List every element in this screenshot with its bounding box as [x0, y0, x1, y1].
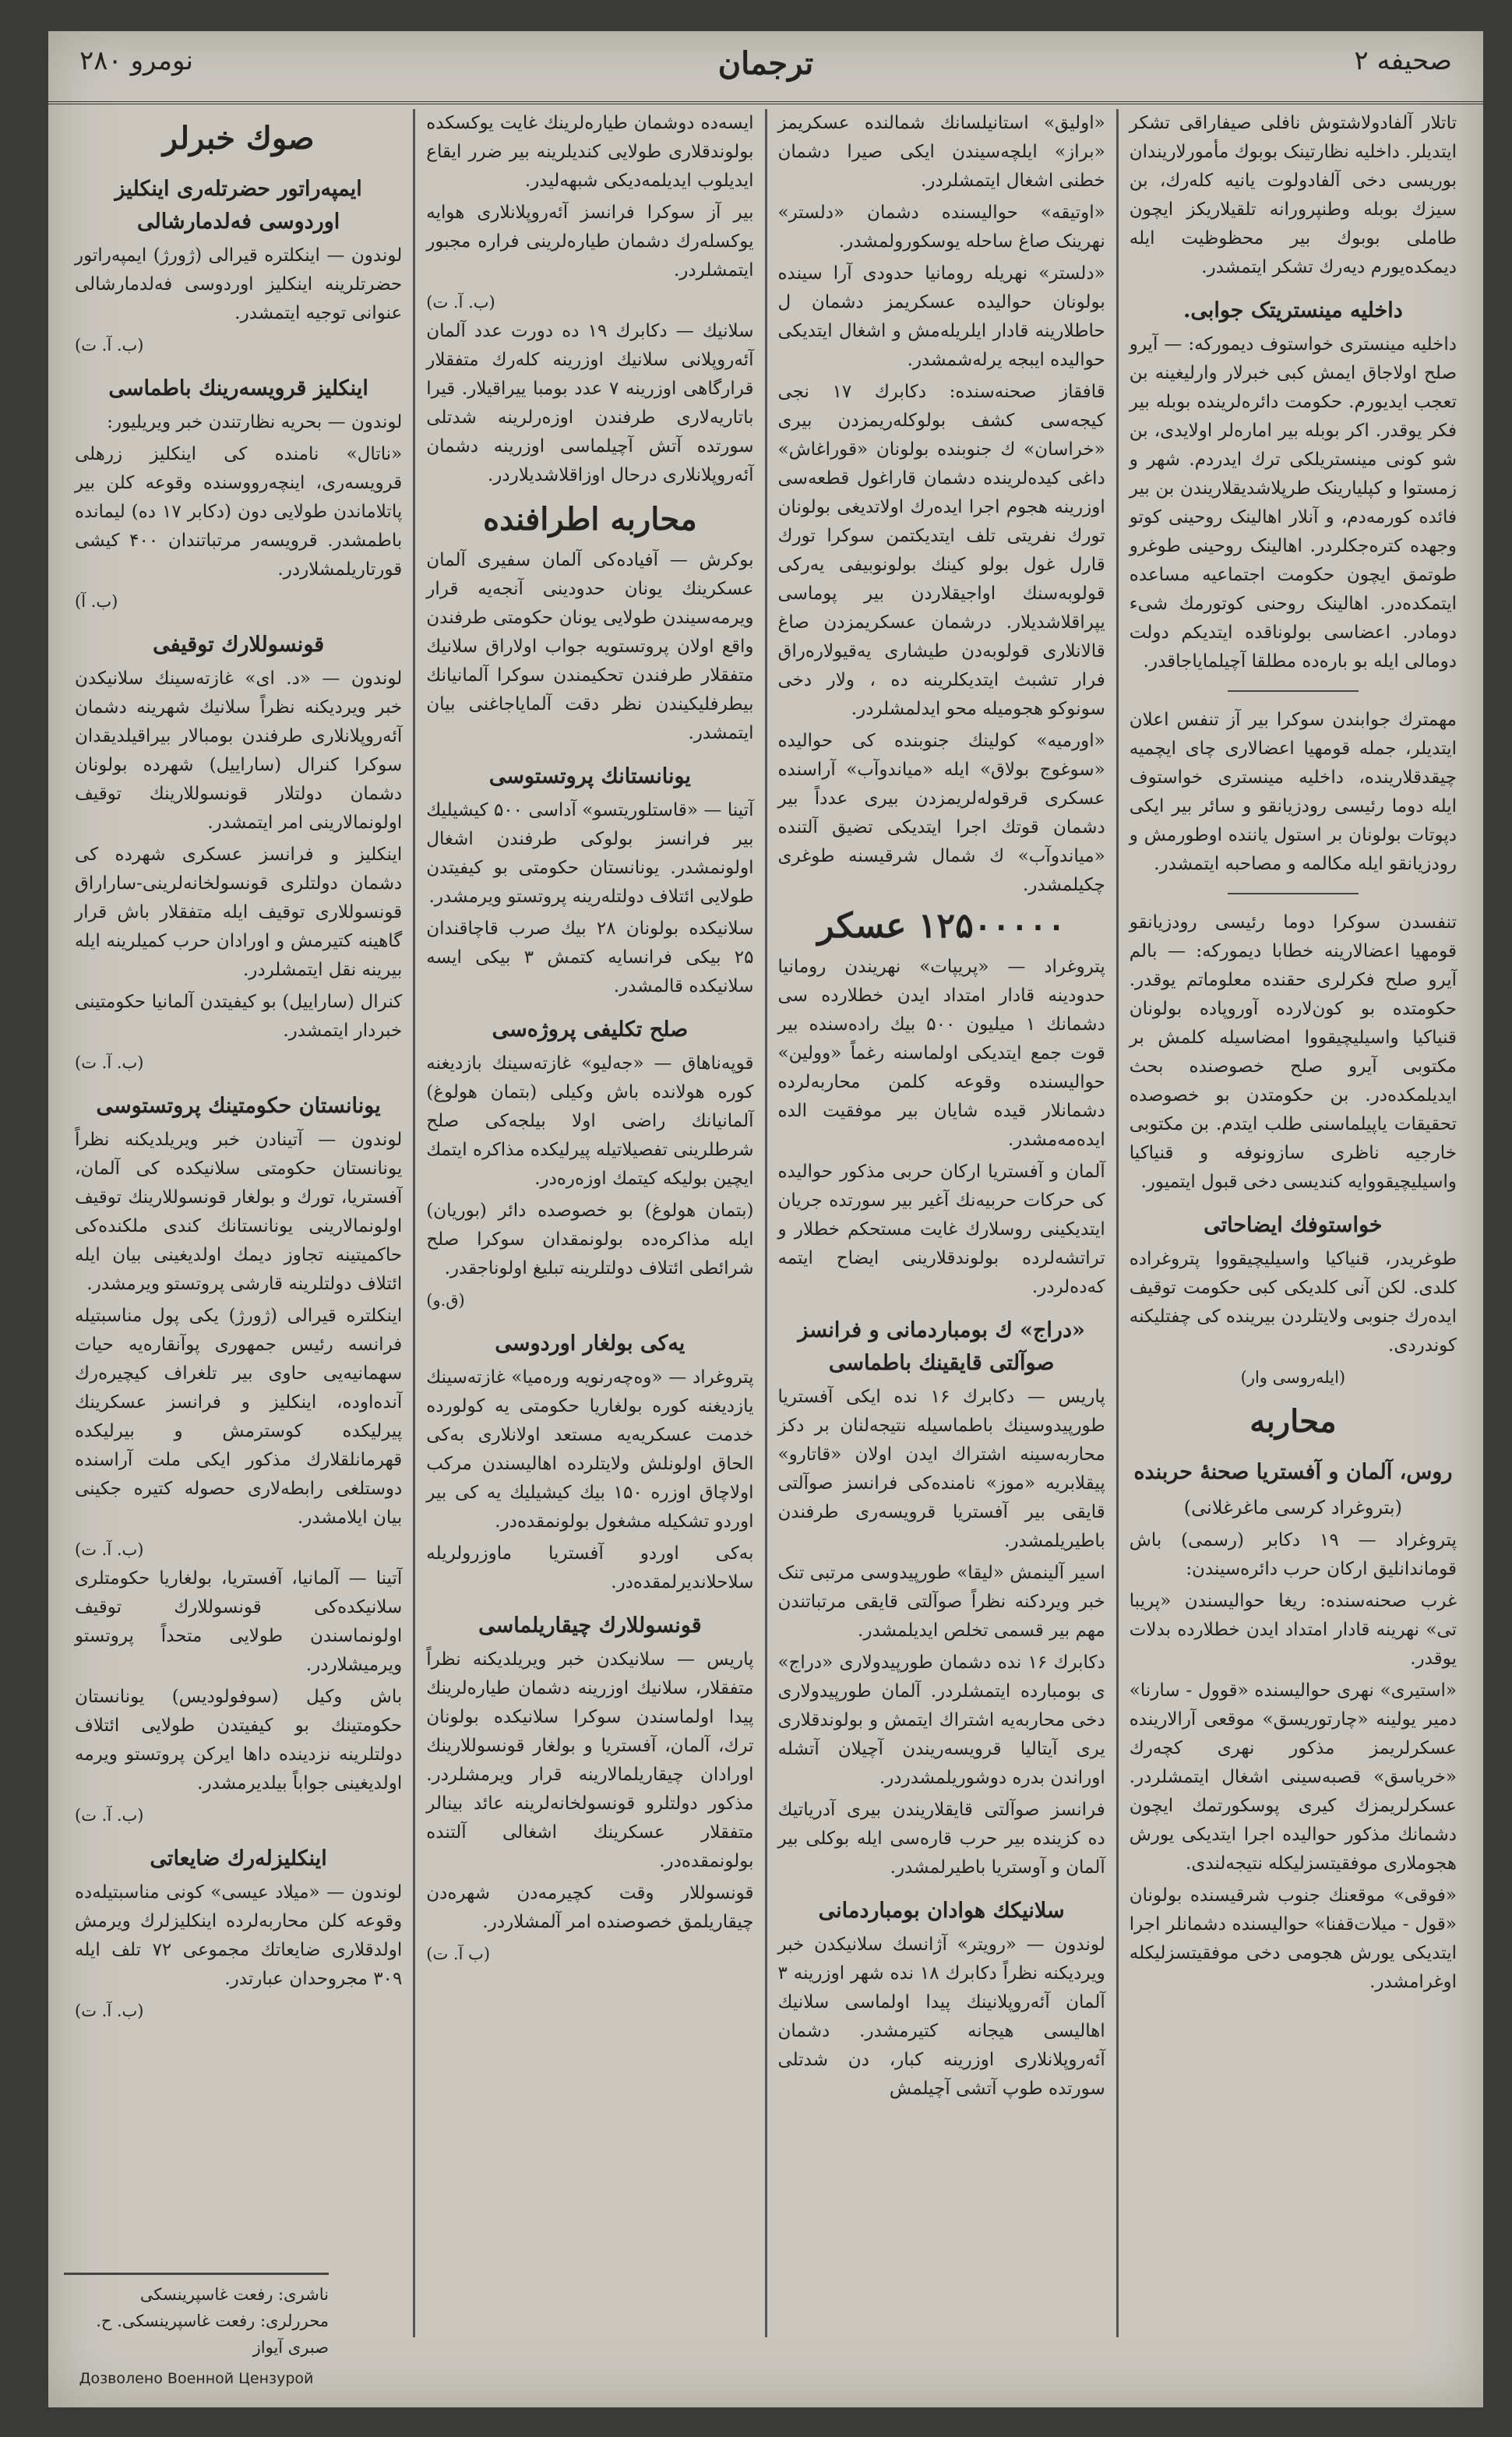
article-text: بیر آز سوکرا فرانسز آئەروپلانلاری هوایه یوکسلەرك دشمان طیاره‌لرینی فراره مجبور ایتمشلردر. — [426, 203, 754, 280]
article-text: لوندون — «میلاد عیسی» کونی مناسبتیله‌ده وقوعه کلن محاربه‌لرده اینکلیزلرك ویرمش اولدقلاری ضایعاتك مجموعی ۷۲ تلف ایله ۳۰۹ مجروحدان عبارتدر. — [75, 1882, 403, 1989]
newspaper-page — [48, 31, 1483, 2407]
column-4 — [64, 109, 413, 2337]
article-text: تاتلار آلفادولاشتوش نافلی صیفاراقی تشکر ایتدیلر. داخلیه نظارتینک بوبوك مأمورلاریندان بوریسی دخی آلفادولوت یانیه کله‌رك، بن سیزك بوبله وطنپرورانه تلقیلاریکز ایچون طاملی بوبوك بیر محظوظیت ایله دیمکده‌یورم دیه‌رك تشکر ایتمشدر. — [1129, 113, 1457, 277]
section-heading: «دراج» ك بومباردمانی و فرانسز صوآلتی قایقینك باطماسی — [798, 1318, 1085, 1375]
article-text: کنرال (ساراییل) بو کیفیتدن آلمانیا حکومتینی خبردار ایتمشدر. — [75, 992, 403, 1041]
section-title: محاربه اطرافنده — [483, 501, 697, 538]
section-title-latest-news: صوك خبرلر — [162, 120, 315, 157]
section-heading: اینکلیزلەرك ضایعاتی — [150, 1846, 327, 1871]
article-text: بوکرش — آفیاده‌کی آلمان سفیری آلمان عسکرینك یونان حدودینی آنجه‌یه قرار ویرمه‌سیندن طولایی یونان حکومتی طرفندن واقع اولان پروتستویه جواب اولاراق سلانیك متفقلار طرفندن تحکیمندن سوکرا آلمانیانك بیطرفلیکیندن نظر دقت آلمایاجاغنی بیان ایتمشدر. — [426, 550, 754, 743]
article-text: باش وکیل (سوفولودیس) یونانستان حکومتینك بو کیفیتدن طولایی ائتلاف دولتلرینه نزدینده داها ایرکن پروتستو ویرمه اولدیغینی جواباً بیلدیرمشدر. — [75, 1687, 403, 1793]
source-note: (ب. آ. ت) — [75, 336, 144, 354]
article-text: قافقاز صحنه‌سنده: دکابرك ۱۷ نجی کیجه‌سی کشف بولوکلەریمزدن بیری «خراسان» ك جنوبنده بولونان «قوراغاش» داغی کیده‌لرینده دشمان قاراغول قطعه‌سی اوزرینه هجوم اجرا ایدەرك اولاتدیغی بولونان تورك نفریتی تلف ایتدیکتمن سوکرا تورك قارل غول بولو کینك بولونوبیفی یەرکی قولوبەسنك اواجیقلاردن بیر پوماسی یپراقلاشدیلار. درشمان عسکریمزدن صاغ قالانلاری قولوبه‌دن طیشاری یه‌قیولارەراق فرار تشبث ایتدیکلرینه ده ، ولار دخی سونوکو هجومیله محو ایدلمشلردر. — [777, 382, 1105, 719]
section-heading: روس، آلمان و آفستریا صحنهٔ حربنده — [1133, 1460, 1453, 1484]
article-text: داخلیه مینستری خواستوف دیمورکه: — آیرو صلح اولاجاق ایمش کبی خبرلار وارلیغینه بن تعجب ایدیورم. حکومت دائرەلرینده بوبله بیر فکر یوقدر. اکر بوبله بیر امارەلر اولایدی، بن شو کونی مینستریلکی ترك ایدردم. شهر و زمستوا و کپلیارینک طرپلاشدیقلاریندن بن بیر فائده کورمه‌دم، و آنلار اهالینک روحینی کوتو وجهده کترەجکلردر. اهالینک روحینی طوغرو طوتمق ایچون حکومت اجتماعیه مساعده ایتمکده‌در. اهالینک روحنی کوتورمك شیء دومادر. اعضاسی بولوناقده ایتدیکم دولت دومالی ایله بو باره‌ده مطلقا آچیلمایاجاقدر. — [1129, 334, 1457, 672]
article-text: غرب صحنه‌سنده: ریغا حوالیسندن «پریبا تی» نهرینه قادار امتداد ایدن خطلاردە بدلات یوقدر. — [1129, 1591, 1457, 1669]
section-heading: اینکلیز قرویسه‌رینك باطماسی — [108, 376, 368, 400]
article-text: (بتمان هولوغ) بو خصوصده دائر (بوریان) ایله مذاکره‌ده بولونمقدان سوکرا صلح شرائطی ائتلاف دولتلرینه تبلیغ اولوناجقدر. — [426, 1201, 754, 1278]
headline-soldiers: ۱۲۵۰۰۰۰۰ عسکر — [817, 906, 1066, 946]
source-note: (ب آ. ت) — [426, 1945, 491, 1963]
article-text: «فوقی» موقعنك جنوب شرقیسنده بولونان «قول - میلات‌قفنا» حوالیسنده دشمانلر اجرا ایتدیکی یورش هجومی دخی موفقیتسزلیکله اوغرامشدر. — [1129, 1885, 1457, 1992]
section-heading: یونانستان حکومتینك پروتستوسی — [96, 1094, 381, 1118]
imprint — [64, 2273, 329, 2392]
article-text: لوندون — بحریه نظارتندن خبر ویریلیور: — [107, 412, 403, 432]
article-text: «اورمیه» کولینك جنوبنده کی حوالیده «سوغوج بولاق» ایله «میاندوآب» آراسندە عسکری قرقولەلریمزدن بیری عدداً بیر دشمان قوتك اجرا ایتدیکی تضیق آلتنده «میاندوآب» ك شمال شرقیسنه طوغری چکیلمشدر. — [777, 731, 1105, 895]
article-text: مهمترك جوابندن سوکرا بیر آز تنفس اعلان ایتدیلر، جمله قومهیا اعضالاری چای ایچمیه چیقدقلارینده، داخلیه مینستری خواستوف ایله دوما رئیسی رودزیانقو و سائر بیر ایکی دپوتات بولونان بر استول یاننده اوطورمش و رودزیانقو ایله مکالمه و مصاحبه ایتمشدر. — [1129, 710, 1457, 874]
article-text: «استیری» نهری حوالیسنده «قوول - سارنا» دمیر یولینه «چارتوریسق» موقعی آرالارینده عسکرلریمز مذکور نهری کچەرك «خریاسق» قصبه‌سینی اشغال ایتمشلردر. عسکرلریمزك کیری پوسکورتمك ایچون دشمانك مذکور حوالیده اجرا ایتدیکی یورش هجوملاری موفقیتسزلیکله نتیجه‌لندی. — [1129, 1681, 1457, 1874]
column-1 — [1116, 109, 1468, 2337]
article-text: پاریس — دکابرك ۱۶ نده ایکی آفستریا طورپیدوسینك باطماسیله نتیجه‌لنان بر دکز محاربه‌سینه اشتراك ایدن اولان «قاتارو» پیقلابریه «موز» نامنده‌کی فرانسز صوآلتی قایقی بیر آفستریا قرویسەری طرفندن باطیریلمشدر. — [777, 1387, 1105, 1551]
section-heading: یونانستانك پروتستوسی — [488, 764, 691, 788]
source-note: (ب. آ. ت) — [75, 1540, 144, 1559]
article-text: لوندون — «د. ای» غازته‌سینك سلانیکدن خبر ویردیکنه نظراً سلانیك شهرینه دشمان آئەروپلانلاری طرفندن بومبالار بیراقیلدیقدان سوکرا کنرال (ساراییل) شهرده بولونان دشمان دولتلار قونسوللارینك توقیف اولونمالارینی امر ایتمشدر. — [75, 668, 403, 833]
article-text: ایسه‌ده دوشمان طیاره‌لرینك غایت یوکسکده بولوندقلاری طولایی کندیلرینه بیر ضرر ایقاع ایدیلوب ایدیلمەدیکی شبهه‌لیدر. — [426, 113, 754, 191]
section-heading: داخلیه مینستریتک جوابی. — [1182, 298, 1403, 323]
article-text: طوغریدر، قنیاکیا واسیلیچیقووا پتروغراده کلدی. لکن آنی کلدیکی کبی حکومت توقیف ایدەرك جنوبی ولایتلردن بیرینده کی چفتلیکنه کوندردی. — [1129, 1249, 1457, 1356]
article-text: «دلستر» نهریله رومانیا حدودی آرا سینده بولونان حوالیده عسکریمز دشمان ل حاطلارینه قادار ایلریله‌مش و اشغال ایتدیکی حوالیده ایبجه یرله‌شمشدر. — [777, 263, 1105, 370]
article-text: پتروغراد — ۱۹ دکابر (رسمی) باش قوماندانلیق ارکان حرب دائرەسیندن: — [1129, 1530, 1457, 1579]
section-heading: یەکی بولغار اوردوسی — [495, 1331, 686, 1356]
article-text: اینکلتره قیرالی (ژورژ) یکی پول مناسبتیله فرانسه رئیس جمهوری پوآنقارەیه حیات سهمانیه‌یی حاوی بیر تلغراف کیچیرەرك آنده‌اوده، اینکلیز و فرانسز عسکرینك پیرلیکده کوسترمش و بیرلیکده قهرمانلقلارك مذکور ایکی ملت آراسنده دوستلغی رابطه‌لاری حصوله کتیره جکینی بیان ایلامشدر. — [75, 1306, 403, 1528]
article-text: قوپه‌ناهاق — «جەلیو» غازته‌سینك بازدیغنه کوره هولانده باش وکیلی (بتمان هولوغ) آلمانیانك راضی اولا بیلجه‌کی صلح شرطلرینی تفصیلاتیله پیرلیکده مذاکره ایتمك ایچین بولیکه کیتمك اوزەره‌در. — [426, 1053, 754, 1189]
article-text: سلانیکده بولونان ۲۸ بیك صرب قاچاقندان ۲۵ بیکی فرانسایه کتمش ۳ بیکی ایسه سلانیکده قالمشدر. — [426, 919, 754, 996]
section-heading: ایمپەراتور حضرتلەری اینکلیز اوردوسی فەلدمارشالی — [115, 177, 362, 234]
columns — [64, 109, 1468, 2337]
article-text: اینکلیز و فرانسز عسکری شهرده کی دشمان دولتلری قونسولخانه‌لرینی-ساراراق قونسوللاری توقیف ایله متفقلار باش قرار گاهینه کتیرمش و اورادان حرب کمیلرینه ایله بیرینه نقل ایتمشلردر. — [75, 845, 403, 980]
article-text: لوندون — آتینادن خبر ویریلدیکنه نظراً یونانستان حکومتی سلانیکده کی آلمان، آفستریا، تورك و بولغار قونسوللارینك توقیف اولونمالارینی یونانستانك کندی ملکنده‌کی حاکمیتینه تجاوز دیمك اولدیغینی بیان ایله ائتلاف دولتلرینه قارشی پروتستو ویرمشدر. — [75, 1130, 403, 1294]
section-heading: خواستوفك ایضاحاتی — [1204, 1213, 1383, 1237]
masthead — [48, 31, 1483, 104]
continued-note: (ایلەروسی وار) — [1240, 1368, 1346, 1387]
article-text: فرانسز صوآلتی قایقلاریندن بیری آدریاتیك ده کزینده بیر حرب قارەسی ایله بوکلی بیر آلمان و آوستریا باطیرلمشدر. — [777, 1800, 1105, 1878]
column-2 — [765, 109, 1116, 2337]
article-text: بە‌کی اوردو آفستریا ماوزرولریله سلاحلاندیرلمقده‌در. — [426, 1543, 754, 1592]
article-text: «اوتیقه» حوالیسنده دشمان «دلستر» نهرینک صاغ ساحله یوسکورولمشدر. — [777, 203, 1105, 252]
section-heading: قونسوللارك توقیفی — [153, 633, 325, 657]
source-note: (ب. آ. ت) — [426, 293, 495, 312]
section-title-war: محاربه — [1249, 1403, 1337, 1440]
article-text: «ناتال» نامنده کی اینکلیز زرهلی قرویسەری، اینچه‌رووسنده وقوعه کلن بیر پاتلاماندن طولایی دون (دکابر ۱۷ ده) لیمانده باطمشدر. قرویسه‌ر مرتباتندان ۴۰۰ کیشی قورتاریلمشلاردر. — [75, 444, 403, 580]
article-text: «اولیق» استانیلسانك شمالنده عسکریمز «براز» ایلچه‌سیندن ایکی صیرا دشمان خطنی اشغال ایتمشلردر. — [777, 113, 1105, 191]
article-text: آتینا — «قاستلوریتسو» آداسی ۵۰۰ کیشیلیك بیر فرانسز بولوکی طرفندن اشغال اولونمشدر. یونانستان حکومتی بو کیفیتدن طولایی ائتلاف دولتلەرینه پروتستو ویرمشدر. — [426, 800, 754, 907]
article-text: لوندون — «رویتر» آژانسك سلانیکدن خبر ویردیکنه نظراً دکابرك ۱۸ نده شهر اوزرینه ۳ آلمان آئەروپلانینك پیدا اولماسی سلانیك اهالیسی هیجانه کتیرمشدر. دشمان آئەروپلانلاری اوزرینه کبار، دن شدتلی سورتده طوپ آتشی آچیلمش — [777, 1934, 1105, 2099]
article-text: پتروغراد — «پریپات» نهریندن رومانیا حدودینه قادار امتداد ایدن خطلاردە سی دشمانك ۱ میلیون ۵۰۰ بیك راده‌سنده بیر قوت جمع ایتدیکی اولماسنه رغماً «وولین» حوالیسنده وقوعە کلمن محاربه‌لرده دشمانلار قیده شایان بیر موفقیت الده ایدەمه‌مشدر. — [777, 957, 1105, 1150]
source-note: (ب. آ. ت) — [75, 1806, 144, 1825]
source-note: (ب. آ. ت) — [75, 1053, 144, 1072]
section-heading: قونسوللارك چیقاریلماسی — [478, 1613, 702, 1638]
article-text: دکابرك ۱۶ نده دشمان طورپیدولاری «دراج» ی بومبارده ایتمشلردر. آلمان طورپیدولاری دخی محاربه‌یه اشتراك ایتمش و بولوندقلاری یری آیتالیا قرویسەریندن آچیلان آتشله اوراندن بدره دوشوریلمشدردر. — [777, 1652, 1105, 1788]
page-number: صحیفه ۲ — [1354, 45, 1452, 76]
source-note: (بتروغراد کرسی ماغرغلانی) — [1183, 1497, 1402, 1518]
section-heading: سلانیکك هوادان بومباردمانی — [818, 1899, 1065, 1923]
article-text: آتینا — آلمانیا، آفستریا، بولغاریا حکومتلری سلانیکده‌کی قونسوللارك توقیف اولونماسندن طولایی متحداً پروتستو ویرمیشلاردر. — [75, 1568, 403, 1675]
article-text: اسیر آلینمش «لیقا» طورپیدوسی مرتبی تنک خبر ویردکنه نظراً صوآلتی قایقی مرتباتندن مهم بیر قسمی تخلص ایدیلمشدر. — [777, 1563, 1105, 1641]
article-text: پاریس — سلانیکدن خبر ویریلدیکنه نظراً متفقلار، سلانیك اوزرینه دشمان طیاره‌لرینك پیدا اولماسندن سوکرا سلانیکده بولونان ترك، آلمان، آفستریا و بولغار قونسوللارینك اورادان چیقاریلمالارینه قرار ویرمشلردر. مذکور دولتلرو قونسولخانه‌لرینه عائد بینالر متفقلار عسکرینك اشغالی آلتنده بولونمقده‌در. — [426, 1649, 754, 1871]
publisher-line: ناشری: رفعت غاسپرینسکی — [139, 2285, 329, 2304]
column-3 — [413, 109, 764, 2337]
article-text: آلمان و آفستریا ارکان حربی مذکور حوالیده کی حرکات حربیه‌نك آغیر بیر سورتده جریان ایتدیکینی روسلارك غایت مستحکم خطلار و تراتشەلرده بولوندقلارینی ایضاح ایتمه کەدەلردر. — [777, 1162, 1105, 1297]
article-text: سلانیك — دکابرك ۱۹ ده دورت عدد آلمان آئەروپلانی سلانیك اوزرینه کلەرك متفقلار قرارگاهی اوزرینه ۷ عدد بومبا ییراقیلار. قیرا باتاریه‌لاری طرفندن اوزەرلرینه شدتلی سورتده آتش آچیلماسی اوزرینه دشمان آئەروپلانلاری درحال اوزاقلاشدیلاردر. — [426, 321, 754, 485]
divider — [1228, 690, 1359, 692]
section-heading: صلح تکلیفی پروژه‌سی — [492, 1017, 689, 1042]
divider — [1228, 893, 1359, 894]
issue-number: نومرو ۲۸۰ — [79, 45, 194, 76]
article-text: تنفسدن سوکرا دوما رئیسی رودزیانقو قومهیا اعضالارینه خطابا دیمورکه: — بالم آیرو صلح فکرلری حقنده معلوماتم یوقدر. حکومتده بو کون‌لاردە آوروپاده بولونان قنیاکیا واسیلیچیقووا امضاسیله کلمش بر مکتوبی آیرو صلح خصوصنده بحث ایدیلمکده‌در. بن حکومتدن بو خصوصده تحقیقات یاپیلماسنی طلب ایتدم. بن مکتوبی خارجیه ناظری سازونوفه و قنیاکیا واسیلیچیقووایه کندیسی دخی قبول ایتمیور. — [1129, 912, 1457, 1192]
source-note: (ب. آ. ت) — [75, 2001, 144, 2020]
censor-stamp: Дозволено Военной Цензурой — [79, 2370, 314, 2387]
newspaper-title: ترجمان — [717, 45, 814, 82]
source-note: (ب. آ) — [75, 592, 118, 611]
article-text: لوندون — اینکلتره قیرالی (ژورژ) ایمپەراتور حضرتلرینه اینکلیز اوردوسی فەلدمارشالی عنوانی توجیه ایتمشدر. — [75, 245, 403, 323]
source-note: (ق.و) — [426, 1291, 465, 1310]
article-text: پتروغراد — «وەچەرنویه ورەمیا» غازته‌سینك یازدیغنه کوره بولغاریا حکومتی یه کولورده خدمت عسکریه‌یه مستعد اولانلاری بە‌کی الحاق اولونلش ولایتلرده اهالیسندن مرکب اولاچاق اوزره ۱۵۰ بیك کیشیلیك یه کی بیر اوردو تشکیله مشغول بولونمقده‌در. — [426, 1367, 754, 1532]
editors-line: محررلری: رفعت غاسپرینسکی. ح. صبری آیواز — [96, 2312, 329, 2357]
article-text: قونسوللار وقت کچیرمه‌دن شهره‌دن چیقاریلمق خصوصنده امر آلمشلاردر. — [426, 1883, 754, 1932]
